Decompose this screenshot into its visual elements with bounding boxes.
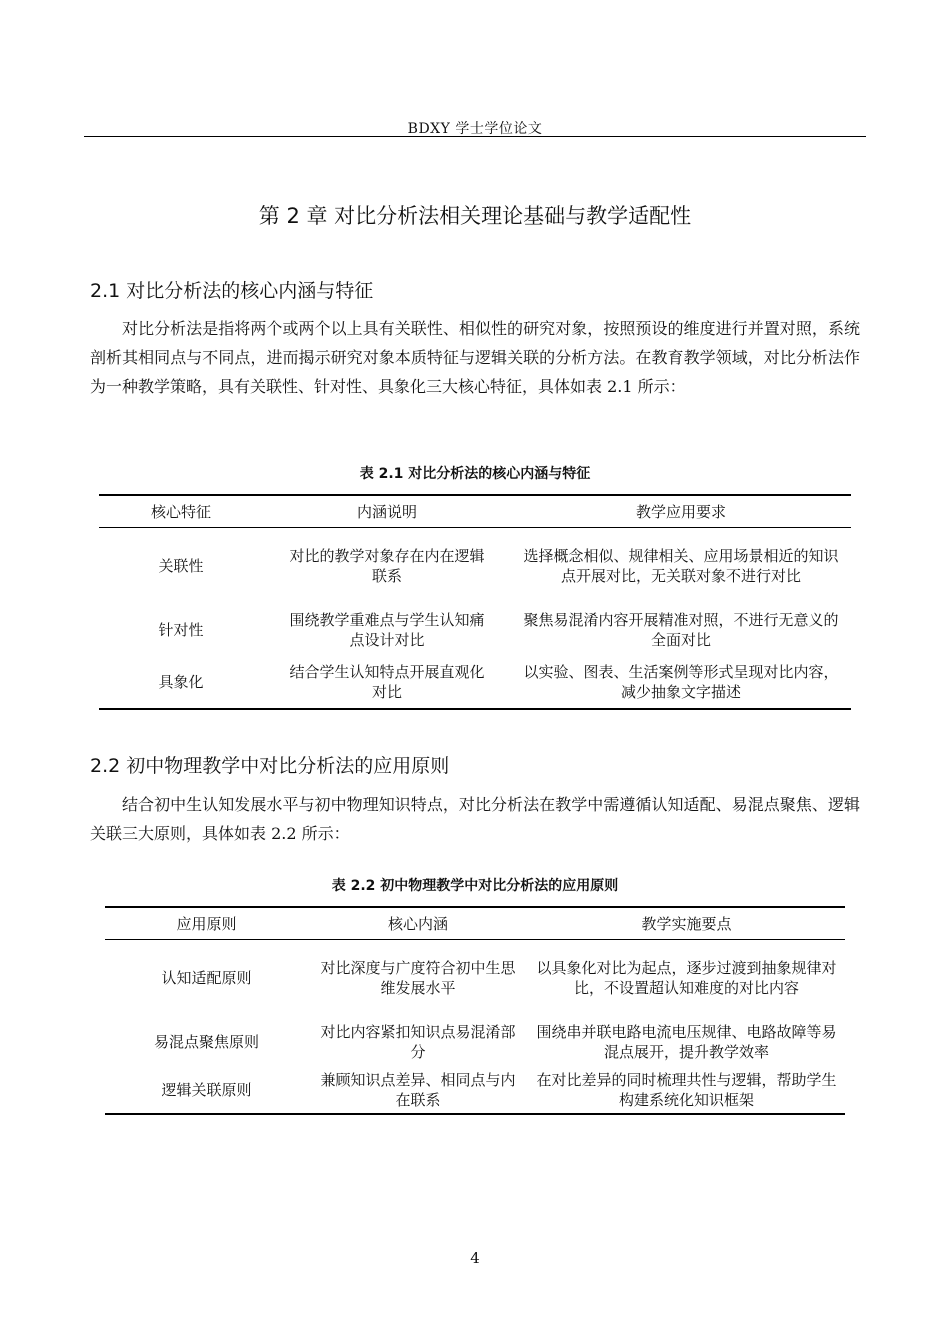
table-cell: 关联性	[158, 556, 204, 575]
table-cell: 围绕教学重难点与学生认知痛点设计对比	[289, 610, 485, 649]
table-header-cell: 教学应用要求	[511, 495, 851, 528]
table-row	[105, 1068, 845, 1114]
table-cell: 认知适配原则	[161, 968, 252, 987]
table-header-row	[105, 907, 845, 940]
table-cell: 聚焦易混淆内容开展精准对照，不进行无意义的全面对比	[523, 610, 839, 649]
page-number: 4	[470, 1249, 480, 1267]
table-row	[105, 940, 845, 1016]
table-cell: 结合学生认知特点开展直观化对比	[263, 656, 511, 709]
table-row	[105, 1016, 845, 1068]
table-header-row	[99, 495, 851, 528]
header-rule	[84, 136, 866, 137]
table-row	[99, 604, 851, 656]
section-2-2-paragraph: 结合初中生认知发展水平与初中物理知识特点，对比分析法在教学中需遵循认知适配、易混点聚焦、逻辑关联三大原则，具体如表 2.2 所示：	[90, 795, 860, 843]
table-header-cell: 内涵说明	[263, 495, 511, 528]
table-header-cell: 核心内涵	[308, 907, 528, 940]
table-2-1-caption: 表 2.1 对比分析法的核心内涵与特征	[359, 466, 591, 482]
table-2-2-caption: 表 2.2 初中物理教学中对比分析法的应用原则	[331, 878, 619, 894]
table-header-cell: 核心特征	[99, 495, 263, 528]
chapter-title: 第 2 章 对比分析法相关理论基础与教学适配性	[258, 204, 692, 228]
table-cell: 围绕串并联电路电流电压规律、电路故障等易混点展开，提升教学效率	[536, 1022, 837, 1061]
table-cell: 具象化	[99, 656, 263, 709]
running-header: BDXY 学士学位论文	[407, 121, 543, 137]
table-cell: 针对性	[158, 620, 204, 639]
table-cell: 在对比差异的同时梳理共性与逻辑，帮助学生构建系统化知识框架	[528, 1068, 845, 1114]
table-2-2	[105, 906, 845, 1115]
table-cell: 以实验、图表、生活案例等形式呈现对比内容，减少抽象文字描述	[511, 656, 851, 709]
table-cell: 兼顾知识点差异、相同点与内在联系	[308, 1068, 528, 1114]
section-title-2-1: 2.1 对比分析法的核心内涵与特征	[90, 280, 374, 302]
table-cell: 对比内容紧扣知识点易混淆部分	[320, 1022, 516, 1061]
table-row	[99, 528, 851, 604]
table-header-cell: 应用原则	[105, 907, 308, 940]
table-cell: 以具象化对比为起点，逐步过渡到抽象规律对比，不设置超认知难度的对比内容	[536, 958, 837, 997]
table-header-cell: 教学实施要点	[528, 907, 845, 940]
table-2-1	[99, 494, 851, 710]
table-cell: 逻辑关联原则	[105, 1068, 308, 1114]
table-row	[99, 656, 851, 709]
table-cell: 对比的教学对象存在内在逻辑联系	[289, 546, 485, 585]
section-title-2-2: 2.2 初中物理教学中对比分析法的应用原则	[90, 755, 450, 777]
table-cell: 易混点聚焦原则	[153, 1032, 259, 1051]
table-cell: 选择概念相似、规律相关、应用场景相近的知识点开展对比，无关联对象不进行对比	[523, 546, 839, 585]
section-2-1-paragraph: 对比分析法是指将两个或两个以上具有关联性、相似性的研究对象，按照预设的维度进行并置对照，系统剖析其相同点与不同点，进而揭示研究对象本质特征与逻辑关联的分析方法。在教育教学领域，对比分析法作为一种教学策略，具有关联性、针对性、具象化三大核心特征，具体如表 2.1 所示：	[90, 319, 860, 396]
table-cell: 对比深度与广度符合初中生思维发展水平	[320, 958, 516, 997]
